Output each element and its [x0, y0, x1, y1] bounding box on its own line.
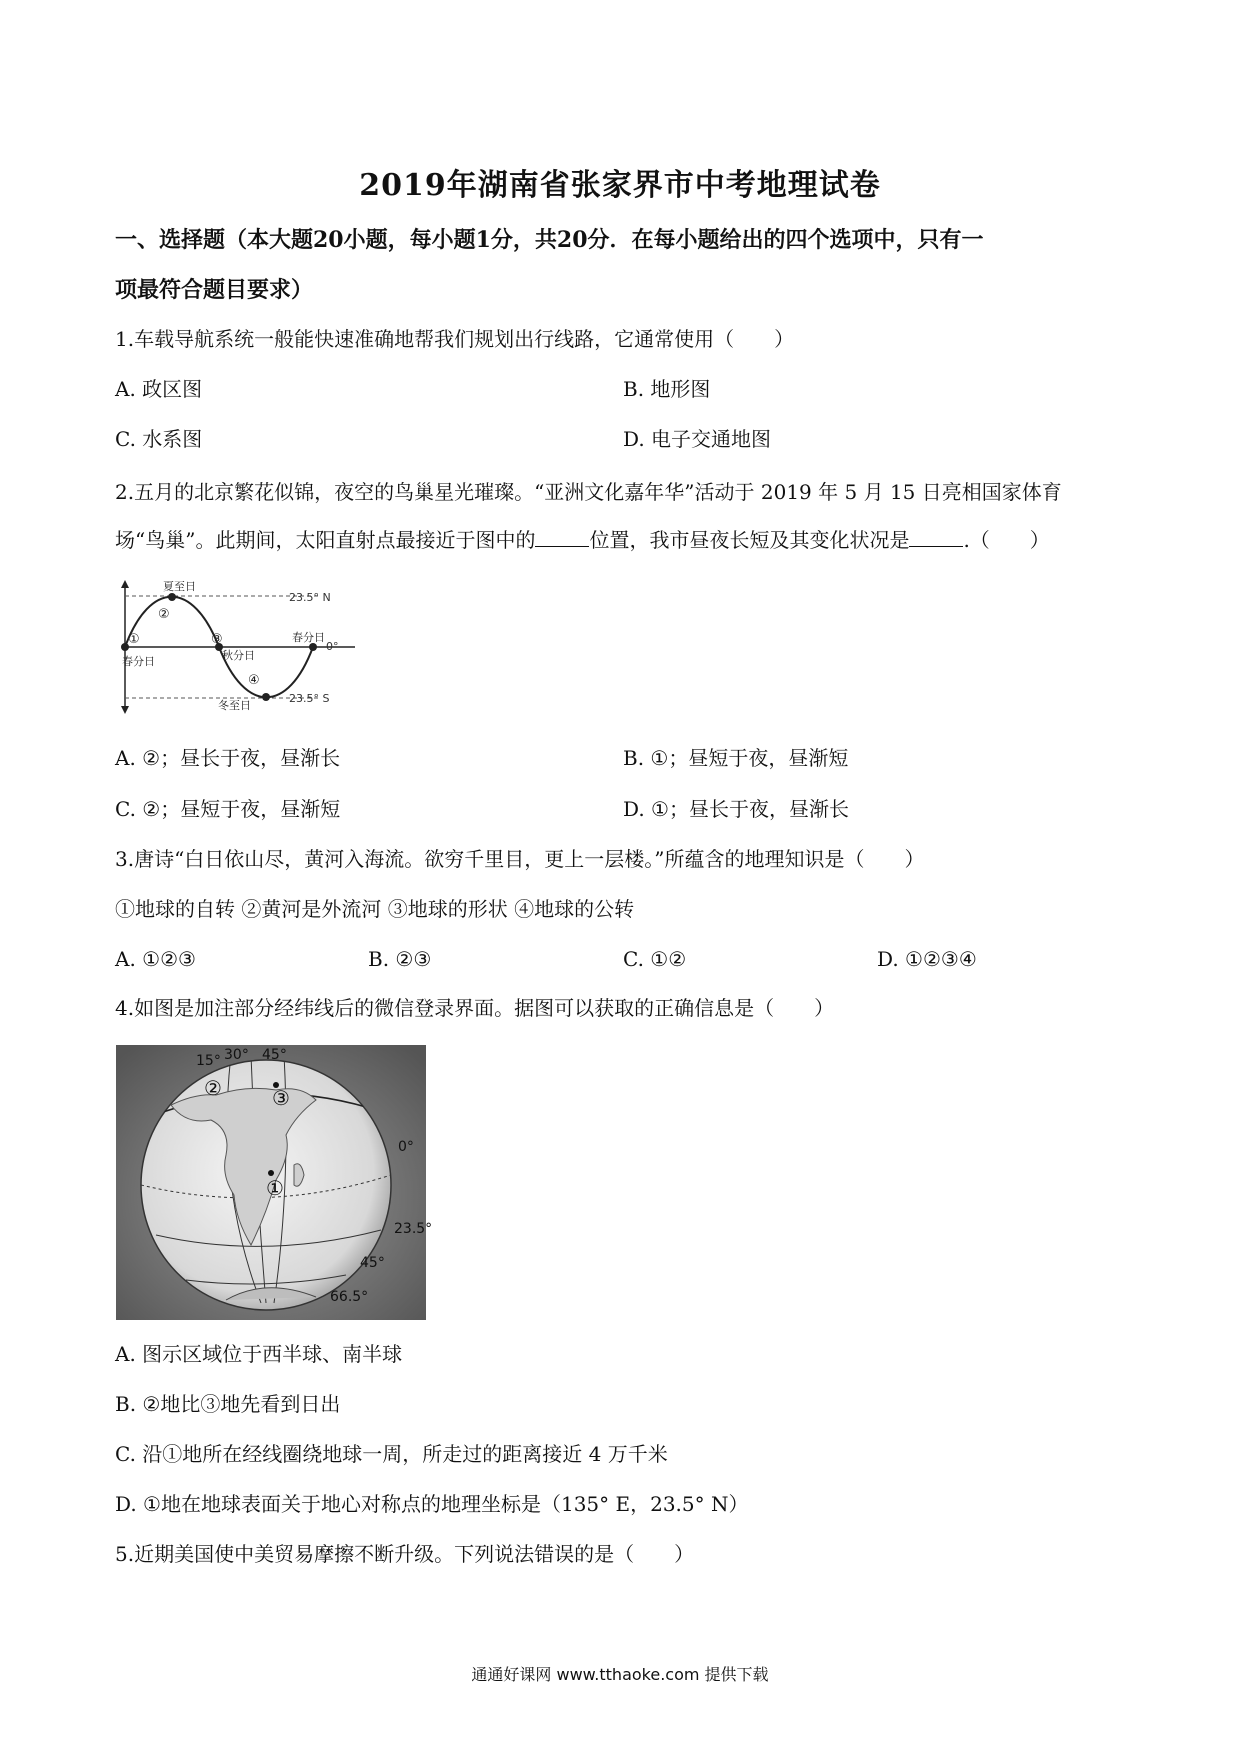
q2-stem-line-1: 2.五月的北京繁花似锦，夜空的鸟巢星光璀璨。“亚洲文化嘉年华”活动于 2019 年 5 月 15 日亮相国家体育 — [115, 480, 1062, 504]
q5-stem: 5.近期美国使中美贸易摩擦不断升级。下列说法错误的是（ ） — [115, 1542, 695, 1566]
q4-option-b: B. ②地比③地先看到日出 — [115, 1392, 341, 1416]
section-heading-line-1: 一、选择题（本大题20小题，每小题1分，共20分．在每小题给出的四个选项中，只有一 — [115, 227, 984, 253]
label-winter-solstice: 冬至日 — [218, 699, 251, 712]
marker-3: ③ — [211, 632, 223, 647]
q2-stem-line-2 — [115, 526, 1050, 554]
label-lat-23n: 23.5° N — [289, 591, 331, 604]
q2-stem-part-2: 位置，我市昼夜长短及其变化状况是 — [589, 528, 910, 552]
q1-option-a: A. 政区图 — [115, 377, 203, 401]
q1-stem: 1.车载导航系统一般能快速准确地帮我们规划出行线路，它通常使用（ ） — [115, 327, 795, 351]
label-lat-23-5: 23.5° — [394, 1221, 433, 1237]
q2-stem-part-1: 场“鸟巢”。此期间，太阳直射点最接近于图中的 — [115, 528, 536, 552]
q1-option-d: D. 电子交通地图 — [623, 427, 772, 451]
label-spring-equinox-1: 春分日 — [122, 655, 155, 668]
label-lat-23s: 23.5° S — [289, 692, 330, 705]
label-lat-0: 0° — [326, 640, 339, 653]
q4-option-d: D. ①地在地球表面关于地心对称点的地理坐标是（135° E，23.5° N） — [115, 1492, 749, 1516]
label-summer-solstice: 夏至日 — [163, 580, 196, 593]
q4-option-a: A. 图示区域位于西半球、南半球 — [115, 1342, 403, 1366]
label-autumn-equinox: 秋分日 — [222, 649, 255, 662]
label-lon-45: 45° — [262, 1047, 287, 1063]
marker-2: ② — [158, 607, 170, 622]
marker-1: ① — [266, 1176, 284, 1200]
marker-1: ① — [128, 632, 140, 647]
solar-declination-figure — [108, 580, 398, 715]
page-footer: 通通好课网 www.tthaoke.com 提供下载 — [471, 1665, 769, 1684]
label-spring-equinox-2: 春分日 — [292, 631, 325, 644]
q4-option-c: C. 沿①地所在经线圈绕地球一周，所走过的距离接近 4 万千米 — [115, 1442, 668, 1466]
q2-option-c: C. ②；昼短于夜，昼渐短 — [115, 797, 341, 821]
label-lon-30: 30° — [224, 1047, 249, 1063]
q1-option-b: B. 地形图 — [623, 377, 711, 401]
answer-blank — [535, 526, 589, 547]
answer-blank — [909, 526, 963, 547]
q3-stem: 3.唐诗“白日依山尽，黄河入海流。欲穷千里目，更上一层楼。”所蕴含的地理知识是（ ） — [115, 847, 925, 871]
q3-items: ①地球的自转 ②黄河是外流河 ③地球的形状 ④地球的公转 — [115, 897, 635, 921]
label-lon-15: 15° — [196, 1053, 221, 1069]
q3-option-d: D. ①②③④ — [877, 947, 977, 971]
q2-option-d: D. ①；昼长于夜，昼渐长 — [623, 797, 849, 821]
q3-option-c: C. ①② — [623, 947, 687, 971]
q2-option-a: A. ②；昼长于夜，昼渐长 — [115, 746, 341, 770]
label-lat-0: 0° — [398, 1139, 414, 1155]
marker-4: ④ — [248, 673, 260, 688]
q2-option-b: B. ①；昼短于夜，昼渐短 — [623, 746, 849, 770]
q1-option-c: C. 水系图 — [115, 427, 203, 451]
globe-figure — [116, 1045, 433, 1320]
q3-option-b: B. ②③ — [368, 947, 432, 971]
q2-stem-part-3: .（ ） — [963, 528, 1050, 552]
section-heading-line-2: 项最符合题目要求） — [115, 277, 314, 303]
label-lat-45: 45° — [360, 1255, 385, 1271]
marker-3: ③ — [272, 1086, 290, 1110]
q4-stem: 4.如图是加注部分经纬线后的微信登录界面。据图可以获取的正确信息是（ ） — [115, 996, 835, 1020]
page-title: 2019年湖南省张家界市中考地理试卷 — [359, 168, 881, 203]
label-lat-66-5: 66.5° — [330, 1289, 369, 1305]
q3-option-a: A. ①②③ — [115, 947, 196, 971]
marker-2: ② — [204, 1076, 222, 1100]
